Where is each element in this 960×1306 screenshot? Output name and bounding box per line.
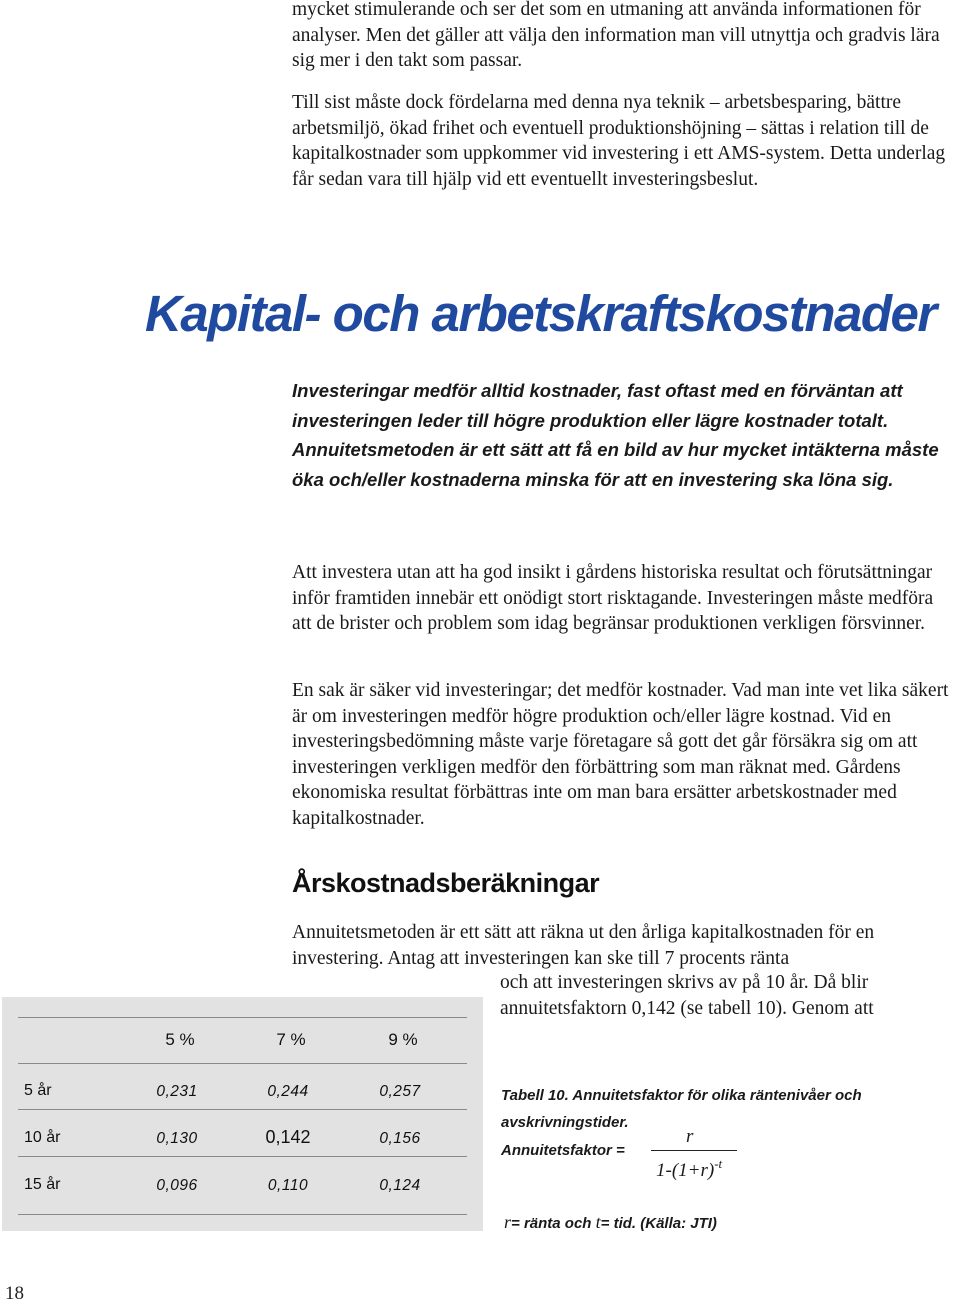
table-cell: 0,231 [156,1083,198,1100]
table-cell-highlighted: 0,142 [265,1127,311,1147]
annuity-paragraph-2: och att investeringen skrivs av på 10 år. Då blir annuitetsfaktorn 0,142 (se tabell 10). Genom att [500,972,874,1019]
table-cell: 0,110 [267,1177,309,1194]
section-heading: Kapital- och arbetskraftskostnader [145,285,936,342]
table-cell: 0,244 [267,1083,309,1100]
intro-paragraph-2-text: Till sist måste dock fördelarna med denna nya teknik – arbetsbesparing, bättre arbetsmiljö, ökad frihet och eventuell produktionshöjning – sättas i relation till de kapitalkostnader som uppkommer vid investering i ett AMS-system. Detta underlag får sedan vara till hjälp vid ett eventuellt investeringsbeslut. [292,92,946,190]
formula-denominator-exponent: -t [714,1156,723,1171]
table-cell: 0,096 [156,1177,198,1194]
table-rule-row-2 [18,1156,467,1157]
formula-numerator: r [686,1126,694,1147]
table-row-label-5-years: 5 år [24,1082,52,1099]
table-rule-top [18,1017,467,1018]
table-cell: 0,124 [379,1177,421,1194]
annuity-factor-table [2,997,483,1231]
body-paragraph-1-text: Att investera utan att ha god insikt i gårdens historiska resultat och förutsättningar inför framtiden innebär ett onödigt stort risktagande. Investeringen måste medföra att de brister och problem som idag begränsar produktionen verkligen försvinner. [292,562,934,634]
intro-paragraph-1-text: mycket stimulerande och ser det som en utmaning att använda informationen för analyser. Men det gäller att välja den information man vill utnyttja och gradvis lära sig mer i den takt som passar. [292,0,940,71]
table-rule-header [18,1063,467,1064]
body-paragraph-2 [292,678,952,831]
formula-denominator [656,1156,722,1182]
table-header-7-percent: 7 % [276,1030,306,1049]
legend-variable-t: t [595,1212,601,1232]
legend-text-time-source: = tid. (Källa: JTI) [600,1215,717,1232]
table-row-label-15-years: 15 år [24,1176,61,1193]
table-rule-bottom [18,1214,467,1215]
legend-text-rate: = ränta och [511,1215,592,1232]
page-number: 18 [5,1283,24,1304]
formula-legend [504,1212,717,1233]
table-row-label-10-years: 10 år [24,1129,61,1146]
subsection-heading: Årskostnadsberäkningar [292,868,600,898]
formula-denominator-base: 1-(1+r) [656,1160,715,1181]
table-header-5-percent: 5 % [165,1030,195,1049]
annuity-paragraph-1: Annuitetsmetoden är ett sätt att räkna ut den årliga kapitalkostnaden för en investering. Antag att investeringen kan ske till 7 procents ränta [292,922,875,969]
table-header-9-percent: 9 % [388,1030,418,1049]
table-cell: 0,257 [379,1083,421,1100]
body-paragraph-1 [292,560,952,637]
body-paragraph-2-text: En sak är säker vid investeringar; det medför kostnader. Vad man inte vet lika säkert är om investeringen medför högre produktion och/eller lägre kostnad. Vid en investeringsbedömning måste varje företagare så gott det går försäkra sig om att investeringen verkligen medför den förbättring som man räknat med. Gårdens ekonomiska resultat förbättras inte om man bara ersätter arbetskostnader med kapitalkostnader. [292,680,949,829]
table-caption: Tabell 10. Annuitetsfaktor för olika räntenivåer och avskrivningstider. [501,1087,862,1131]
table-cell: 0,156 [379,1130,421,1147]
table-rule-row-1 [18,1109,467,1110]
table-cell: 0,130 [156,1130,198,1147]
formula-fraction-bar [651,1150,737,1151]
legend-variable-r: r [504,1212,512,1232]
section-lead: Investeringar medför alltid kostnader, fast oftast med en förväntan att investeringen leder till högre produktion eller lägre kostnader totalt. Annuitetsmetoden är ett sätt att få en bild av hur mycket intäkterna måste öka och/eller kostnaderna minska för att en investering ska löna sig. [292,380,939,490]
intro-paragraph-2 [292,90,952,192]
intro-paragraph-1 [292,0,952,74]
formula-label: Annuitetsfaktor = [501,1142,625,1159]
